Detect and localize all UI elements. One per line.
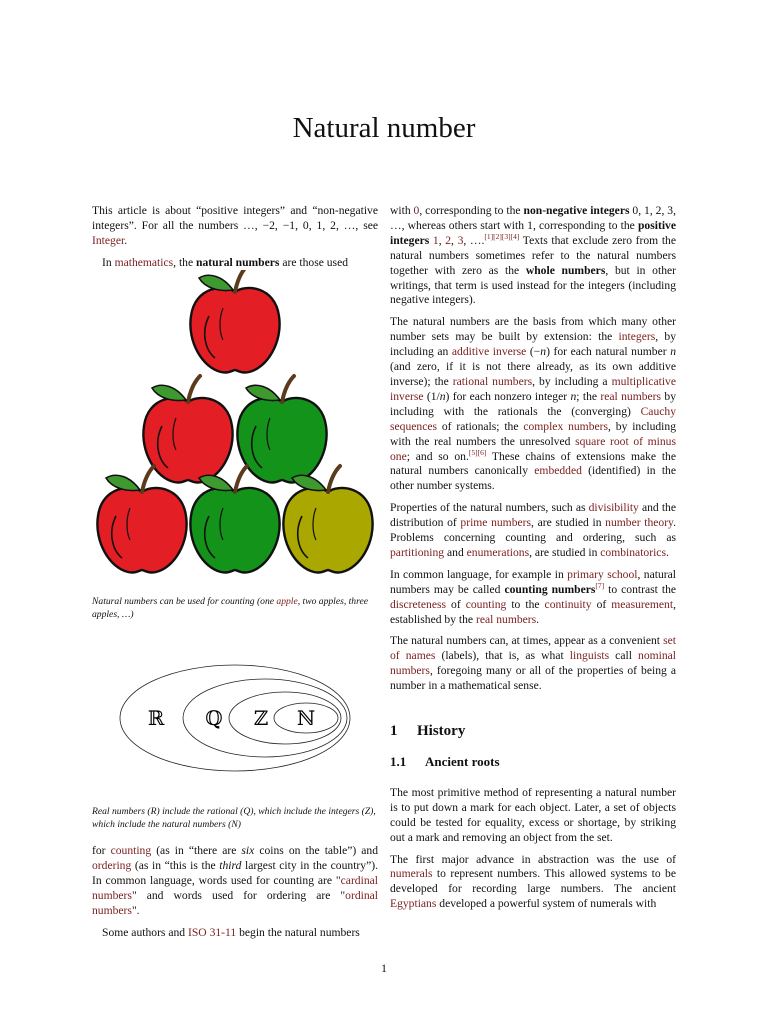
- citation-1-4[interactable]: [1][2][3][4]: [484, 231, 520, 241]
- left-column-lower: [92, 844, 378, 947]
- right-column: [390, 204, 676, 919]
- link-partitioning[interactable]: partitioning: [390, 545, 445, 559]
- venn-caption: Real numbers (R) include the rational (Q), which include the integers (Z), which include the natural numbers (N): [92, 806, 376, 830]
- natural-set-symbol: ℕ: [296, 706, 316, 730]
- link-ordering[interactable]: ordering: [92, 858, 132, 872]
- link-combinatorics[interactable]: combinatorics: [600, 545, 666, 559]
- apple-icon: [283, 466, 372, 573]
- subsection-heading-ancient-roots: 1.1 Ancient roots: [390, 754, 500, 769]
- link-two[interactable]: 2: [445, 233, 452, 247]
- page-number: 1: [381, 961, 387, 975]
- left-column: [92, 204, 378, 271]
- paragraph-whole-numbers: with 0, corresponding to the non-negative integers 0, 1, 2, 3, …, whereas others start with 1, corresponding to the positive integers 1, 2, 3, ….[1][2][3][4] Texts that exclude zero from the natural numbers sometimes refer to the natural numbers together with zero as the whole numbers, but in other writings, that term is used instead for the integers (including negative integers).: [390, 204, 677, 307]
- apple-icon: [237, 376, 326, 483]
- link-ordinal-numbers[interactable]: ordinal numbers: [92, 888, 378, 917]
- section-heading-history: 1 History: [390, 723, 466, 740]
- link-cauchy-sequences[interactable]: Cauchy sequences: [390, 404, 676, 433]
- link-square-root-of-minus-one[interactable]: square root of minus one: [390, 434, 676, 463]
- apple-icon: [190, 270, 279, 373]
- link-egyptians[interactable]: Egyptians: [390, 897, 437, 911]
- link-continuity[interactable]: continuity: [544, 597, 592, 611]
- citation-5-6[interactable]: [5][6]: [468, 447, 487, 457]
- hatnote: This article is about “positive integers” and “non-negative integers”. For all the numbers …, −2, −1, 0, 1, 2, …, see Integer.: [92, 204, 378, 247]
- link-counting-2[interactable]: counting: [465, 597, 507, 611]
- number-sets-diagram: [110, 660, 360, 780]
- paragraph-primitive-method: The most primitive method of representing a natural number is to put down a mark for each object. Later, a set of objects could be tested for equality, excess or shortage, by striking out a mark and removing an object from the set.: [390, 785, 676, 844]
- link-number-theory[interactable]: number theory: [605, 516, 674, 530]
- link-complex-numbers[interactable]: complex numbers: [523, 419, 609, 433]
- real-set-symbol: ℝ: [147, 706, 165, 730]
- link-apple[interactable]: apple: [276, 596, 298, 607]
- link-real-numbers[interactable]: real numbers: [600, 389, 662, 403]
- link-counting[interactable]: counting: [110, 844, 152, 857]
- link-rational-numbers[interactable]: rational numbers: [452, 374, 533, 388]
- link-additive-inverse[interactable]: additive inverse: [451, 345, 527, 359]
- authors-paragraph: Some authors and ISO 31-11 begin the natural numbers: [102, 925, 360, 939]
- apples-figure: [92, 270, 382, 582]
- link-set-of-names[interactable]: set of names: [390, 634, 676, 663]
- link-integers[interactable]: integers: [618, 330, 656, 344]
- rational-set-symbol: ℚ: [205, 706, 223, 730]
- link-one[interactable]: 1: [432, 233, 439, 247]
- link-enumerations[interactable]: enumerations: [466, 545, 530, 559]
- link-nominal-numbers[interactable]: nominal numbers: [390, 649, 677, 678]
- apples-caption: Natural numbers can be used for counting (one apple, two apples, three apples, …): [92, 596, 368, 620]
- apple-icon: [143, 376, 232, 483]
- definition-paragraph: In mathematics, the natural numbers are those used: [102, 255, 349, 269]
- link-integer[interactable]: Integer: [92, 233, 125, 247]
- link-zero[interactable]: 0: [413, 204, 420, 217]
- link-prime-numbers[interactable]: prime numbers: [460, 516, 532, 530]
- citation-7[interactable]: [7]: [595, 580, 605, 590]
- counting-paragraph: for counting (as in “there are six coins on the table”) and ordering (as in “this is the third largest city in the country”). In common language, words used for counting are "cardinal numbers" and words used for ordering are "ordinal numbers".: [92, 844, 379, 917]
- link-multiplicative-inverse[interactable]: multiplicative inverse: [390, 374, 676, 403]
- link-primary-school[interactable]: primary school: [567, 567, 638, 581]
- paragraph-nominal: The natural numbers can, at times, appear as a convenient set of names (labels), that is, as what linguists call nominal numbers, foregoing many or all of the properties of being a number in a mathematical sense.: [390, 634, 677, 693]
- link-discreteness[interactable]: discreteness: [390, 597, 447, 611]
- paragraph-numerals: The first major advance in abstraction was the use of numerals to represent numbers. This allowed systems to be developed for recording large numbers. The ancient Egyptians developed a powerful system of numerals with: [390, 852, 676, 911]
- link-numerals[interactable]: numerals: [390, 867, 433, 881]
- link-divisibility[interactable]: divisibility: [588, 501, 639, 515]
- paragraph-properties: Properties of the natural numbers, such as divisibility and the distribution of prime numbers, are studied in number theory. Problems concerning counting and ordering, such as partitioning and enumerations, are studied in combinatorics.: [390, 501, 677, 559]
- link-real-numbers-2[interactable]: real numbers: [475, 612, 537, 626]
- page-title: Natural number: [292, 112, 476, 144]
- link-iso-31-11[interactable]: ISO 31-11: [187, 925, 237, 939]
- link-cardinal-numbers[interactable]: cardinal numbers: [92, 873, 378, 902]
- paragraph-common-language: In common language, for example in primary school, natural numbers may be called counting numbers[7] to contrast the discreteness of counting to the continuity of measurement, established by the real numbers.: [390, 567, 677, 626]
- link-linguists[interactable]: linguists: [569, 649, 610, 663]
- paragraph-extensions: The natural numbers are the basis from which many other number sets may be built by extension: the integers, by including an additive inverse (−n) for each natural number n (and zero, if it is not there already, as its own additive inverse); the rational numbers, by including a multiplicative inverse (1/n) for each nonzero integer n; the real numbers by including with the rationals the (converging) Cauchy sequences of rationals; the complex numbers, by including with the real numbers the unresolved square root of minus one; and so on.[5][6] These chains of extensions make the natural numbers canonically embedded (identified) in the other number systems.: [390, 315, 677, 493]
- link-measurement[interactable]: measurement: [611, 597, 674, 611]
- link-mathematics[interactable]: mathematics: [114, 255, 174, 269]
- integer-set-symbol: ℤ: [253, 706, 269, 730]
- link-embedded[interactable]: embedded: [534, 464, 582, 478]
- link-three[interactable]: 3: [457, 233, 464, 247]
- integer-set-ellipse: [229, 692, 341, 744]
